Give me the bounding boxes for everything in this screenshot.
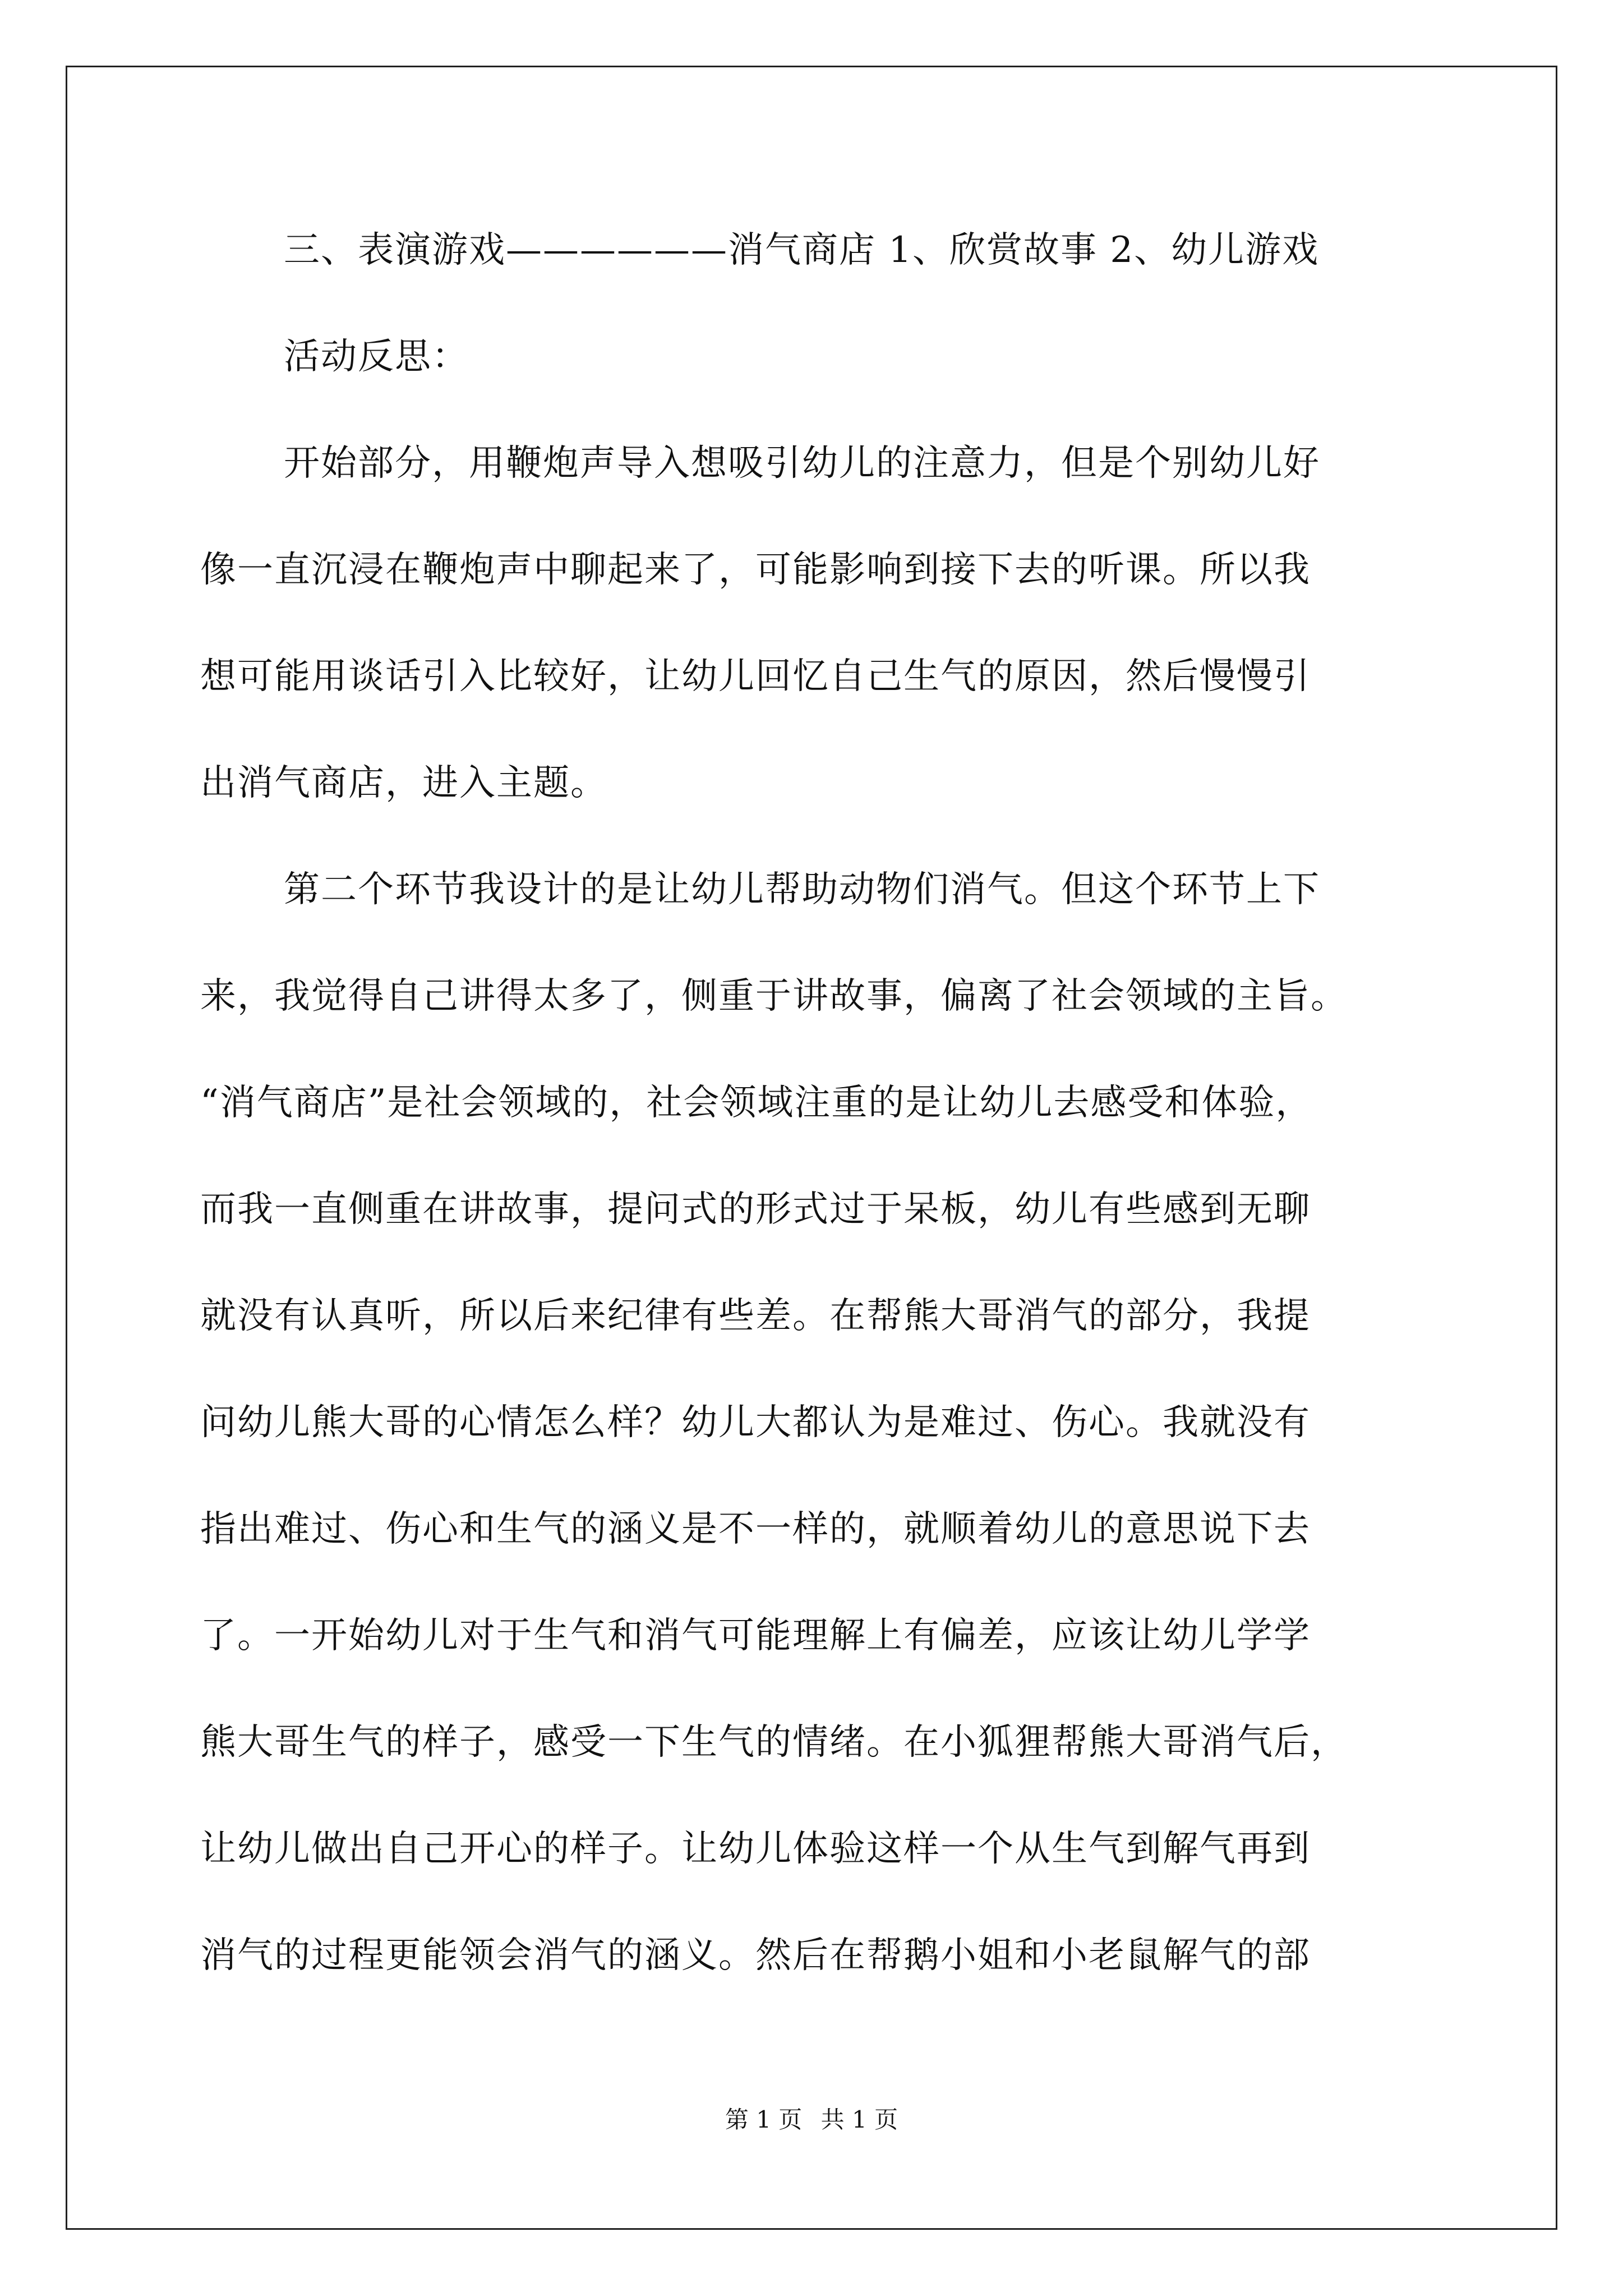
body-line: 熊大哥生气的样子，感受一下生气的情绪。在小狐狸帮熊大哥消气后， xyxy=(200,1722,1348,1763)
body-line: 三、表演游戏——————消气商店 1、欣赏故事 2、幼儿游戏 xyxy=(284,229,1320,271)
body-line: “消气商店”是社会领域的，社会领域注重的是让幼儿去感受和体验， xyxy=(200,1082,1313,1124)
body-line: 就没有认真听，所以后来纪律有些差。在帮熊大哥消气的部分，我提 xyxy=(200,1295,1311,1337)
body-line: 问幼儿熊大哥的心情怎么样？幼儿大都认为是难过、伤心。我就没有 xyxy=(200,1402,1311,1443)
body-line: 第二个环节我设计的是让幼儿帮助动物们消气。但这个环节上下 xyxy=(284,869,1320,910)
body-line: 活动反思： xyxy=(284,336,469,378)
body-line: 指出难过、伤心和生气的涵义是不一样的，就顺着幼儿的意思说下去 xyxy=(200,1508,1311,1550)
body-line: 而我一直侧重在讲故事，提问式的形式过于呆板，幼儿有些感到无聊 xyxy=(200,1189,1311,1230)
page-border xyxy=(66,66,1557,2230)
page-footer xyxy=(0,2108,1623,2132)
body-line: 消气的过程更能领会消气的涵义。然后在帮鹅小姐和小老鼠解气的部 xyxy=(200,1935,1311,1976)
body-line: 像一直沉浸在鞭炮声中聊起来了，可能影响到接下去的听课。所以我 xyxy=(200,549,1311,591)
page-number: 第 1 页 xyxy=(725,2106,803,2133)
body-line: 开始部分，用鞭炮声导入想吸引幼儿的注意力，但是个别幼儿好 xyxy=(284,443,1320,484)
body-line: 让幼儿做出自己开心的样子。让幼儿体验这样一个从生气到解气再到 xyxy=(200,1828,1311,1870)
body-line: 出消气商店，进入主题。 xyxy=(200,762,607,804)
body-line: 了。一开始幼儿对于生气和消气可能理解上有偏差，应该让幼儿学学 xyxy=(200,1615,1311,1657)
body-line: 想可能用谈话引入比较好，让幼儿回忆自己生气的原因，然后慢慢引 xyxy=(200,656,1311,697)
body-line: 来，我觉得自己讲得太多了，侧重于讲故事，偏离了社会领域的主旨。 xyxy=(200,976,1348,1017)
page-total: 共 1 页 xyxy=(820,2106,898,2133)
